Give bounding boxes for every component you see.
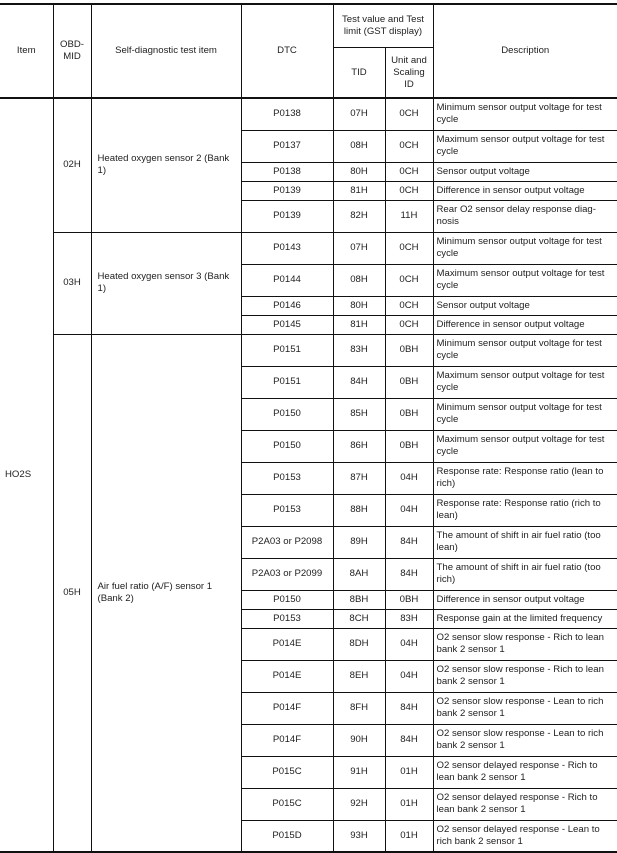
unit-scaling-cell: 04H (385, 628, 433, 660)
test-item-cell: Heated oxygen sensor 2 (Bank 1) (91, 98, 241, 232)
dtc-cell: P015C (241, 788, 333, 820)
tid-cell: 82H (333, 200, 385, 232)
unit-scaling-cell: 0CH (385, 130, 433, 162)
description-cell: Minimum sensor output voltage for test cycle (433, 232, 617, 264)
unit-scaling-cell: 84H (385, 526, 433, 558)
tid-cell: 84H (333, 366, 385, 398)
header-unit-scaling: Unit and Scaling ID (385, 48, 433, 99)
description-cell: Response gain at the limited frequency (433, 609, 617, 628)
dtc-cell: P0146 (241, 296, 333, 315)
dtc-cell: P0153 (241, 494, 333, 526)
dtc-cell: P2A03 or P2099 (241, 558, 333, 590)
description-cell: O2 sensor slow response - Rich to lean bank 2 sensor 1 (433, 628, 617, 660)
unit-scaling-cell: 0BH (385, 334, 433, 366)
description-cell: The amount of shift in air fuel ratio (too rich) (433, 558, 617, 590)
test-item-cell: Heated oxygen sensor 3 (Bank 1) (91, 232, 241, 334)
description-cell: Difference in sensor output voltage (433, 315, 617, 334)
tid-cell: 8DH (333, 628, 385, 660)
tid-cell: 91H (333, 756, 385, 788)
dtc-cell: P0153 (241, 462, 333, 494)
description-cell: Maximum sensor output voltage for test cycle (433, 264, 617, 296)
description-cell: Maximum sensor output voltage for test cycle (433, 366, 617, 398)
description-cell: Minimum sensor output voltage for test cycle (433, 334, 617, 366)
unit-scaling-cell: 01H (385, 788, 433, 820)
dtc-cell: P2A03 or P2098 (241, 526, 333, 558)
description-cell: O2 sensor slow response - Lean to rich bank 2 sensor 1 (433, 724, 617, 756)
header-dtc: DTC (241, 4, 333, 98)
dtc-cell: P0144 (241, 264, 333, 296)
dtc-cell: P0139 (241, 181, 333, 200)
unit-scaling-cell: 0BH (385, 398, 433, 430)
description-cell: O2 sensor delayed response - Rich to lean bank 2 sensor 1 (433, 788, 617, 820)
tid-cell: 80H (333, 296, 385, 315)
obd-mid-cell: 05H (53, 334, 91, 852)
dtc-cell: P0151 (241, 334, 333, 366)
table-row (0, 334, 617, 366)
dtc-cell: P014F (241, 724, 333, 756)
table-row (0, 98, 617, 130)
dtc-cell: P0145 (241, 315, 333, 334)
header-tid: TID (333, 48, 385, 99)
unit-scaling-cell: 84H (385, 724, 433, 756)
unit-scaling-cell: 0BH (385, 590, 433, 609)
header-obd-mid: OBD-MID (53, 4, 91, 98)
header-item: Item (0, 4, 53, 98)
table-header (0, 4, 617, 98)
description-cell: Response rate: Response ratio (lean to rich) (433, 462, 617, 494)
dtc-cell: P0138 (241, 162, 333, 181)
description-cell: O2 sensor delayed response - Rich to lean bank 2 sensor 1 (433, 756, 617, 788)
description-cell: Sensor output voltage (433, 296, 617, 315)
description-cell: O2 sensor delayed response - Lean to rich bank 2 sensor 1 (433, 820, 617, 852)
dtc-cell: P014F (241, 692, 333, 724)
dtc-cell: P0137 (241, 130, 333, 162)
unit-scaling-cell: 0CH (385, 315, 433, 334)
obd-mid-cell: 02H (53, 98, 91, 232)
dtc-cell: P0138 (241, 98, 333, 130)
tid-cell: 8FH (333, 692, 385, 724)
dtc-cell: P0143 (241, 232, 333, 264)
tid-cell: 88H (333, 494, 385, 526)
description-cell: Response rate: Response ratio (rich to lean) (433, 494, 617, 526)
obd-mid-cell: 03H (53, 232, 91, 334)
description-cell: Sensor output voltage (433, 162, 617, 181)
tid-cell: 07H (333, 232, 385, 264)
tid-cell: 92H (333, 788, 385, 820)
unit-scaling-cell: 01H (385, 756, 433, 788)
dtc-cell: P0139 (241, 200, 333, 232)
tid-cell: 8AH (333, 558, 385, 590)
tid-cell: 07H (333, 98, 385, 130)
dtc-cell: P0150 (241, 430, 333, 462)
unit-scaling-cell: 84H (385, 558, 433, 590)
description-cell: The amount of shift in air fuel ratio (too lean) (433, 526, 617, 558)
unit-scaling-cell: 01H (385, 820, 433, 852)
test-item-cell: Air fuel ratio (A/F) sensor 1 (Bank 2) (91, 334, 241, 852)
header-test-item: Self-diagnostic test item (91, 4, 241, 98)
tid-cell: 8BH (333, 590, 385, 609)
description-cell: Minimum sensor output voltage for test cycle (433, 98, 617, 130)
description-cell: Rear O2 sensor delay response diag-nosis (433, 200, 617, 232)
description-cell: Minimum sensor output voltage for test cycle (433, 398, 617, 430)
unit-scaling-cell: 0BH (385, 366, 433, 398)
tid-cell: 83H (333, 334, 385, 366)
unit-scaling-cell: 84H (385, 692, 433, 724)
table-body (0, 98, 617, 852)
dtc-cell: P0150 (241, 398, 333, 430)
dtc-cell: P014E (241, 660, 333, 692)
table-row (0, 232, 617, 264)
tid-cell: 81H (333, 181, 385, 200)
unit-scaling-cell: 0CH (385, 296, 433, 315)
tid-cell: 80H (333, 162, 385, 181)
unit-scaling-cell: 0CH (385, 98, 433, 130)
unit-scaling-cell: 0CH (385, 232, 433, 264)
description-cell: Maximum sensor output voltage for test cycle (433, 130, 617, 162)
description-cell: O2 sensor slow response - Rich to lean bank 2 sensor 1 (433, 660, 617, 692)
tid-cell: 8CH (333, 609, 385, 628)
tid-cell: 86H (333, 430, 385, 462)
tid-cell: 89H (333, 526, 385, 558)
unit-scaling-cell: 04H (385, 660, 433, 692)
unit-scaling-cell: 11H (385, 200, 433, 232)
tid-cell: 08H (333, 264, 385, 296)
description-cell: Difference in sensor output voltage (433, 590, 617, 609)
tid-cell: 08H (333, 130, 385, 162)
dtc-cell: P0153 (241, 609, 333, 628)
unit-scaling-cell: 04H (385, 494, 433, 526)
unit-scaling-cell: 0CH (385, 162, 433, 181)
dtc-cell: P015C (241, 756, 333, 788)
item-cell: HO2S (0, 98, 53, 852)
header-description: Description (433, 4, 617, 98)
description-cell: Maximum sensor output voltage for test cycle (433, 430, 617, 462)
tid-cell: 8EH (333, 660, 385, 692)
tid-cell: 81H (333, 315, 385, 334)
unit-scaling-cell: 04H (385, 462, 433, 494)
tid-cell: 85H (333, 398, 385, 430)
unit-scaling-cell: 0CH (385, 181, 433, 200)
dtc-cell: P0151 (241, 366, 333, 398)
unit-scaling-cell: 83H (385, 609, 433, 628)
description-cell: Difference in sensor output voltage (433, 181, 617, 200)
diagnostic-table (0, 3, 617, 853)
unit-scaling-cell: 0BH (385, 430, 433, 462)
dtc-cell: P014E (241, 628, 333, 660)
unit-scaling-cell: 0CH (385, 264, 433, 296)
header-test-value: Test value and Test limit (GST display) (333, 4, 433, 48)
tid-cell: 90H (333, 724, 385, 756)
tid-cell: 87H (333, 462, 385, 494)
dtc-cell: P015D (241, 820, 333, 852)
description-cell: O2 sensor slow response - Lean to rich bank 2 sensor 1 (433, 692, 617, 724)
dtc-cell: P0150 (241, 590, 333, 609)
tid-cell: 93H (333, 820, 385, 852)
